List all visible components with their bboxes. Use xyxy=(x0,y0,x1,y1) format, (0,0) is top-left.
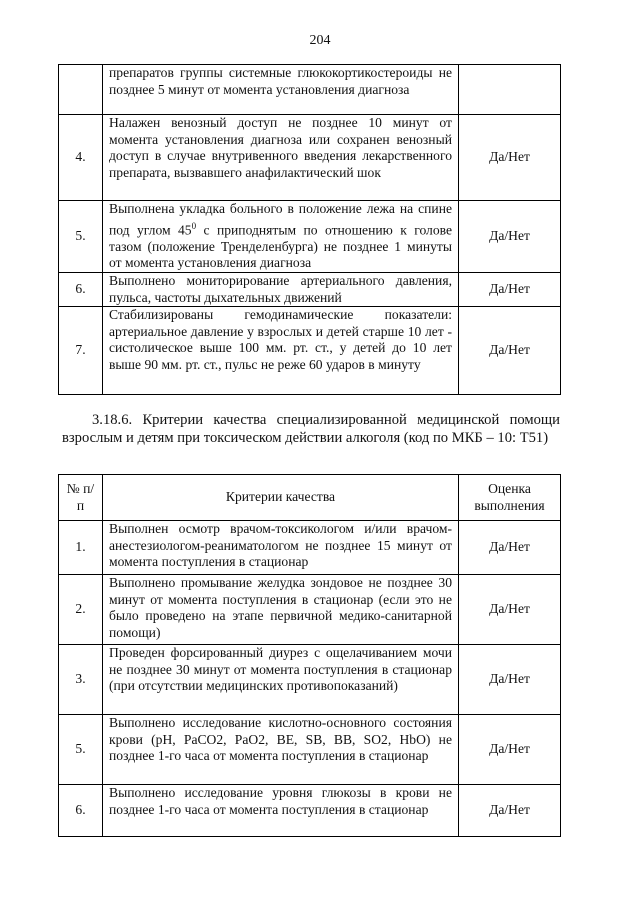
table-row xyxy=(59,272,561,306)
table-header-row xyxy=(59,475,561,521)
evaluation-value: Да/Нет xyxy=(459,715,561,785)
table-row xyxy=(59,575,561,645)
table-row xyxy=(59,785,561,837)
evaluation-value: Да/Нет xyxy=(459,307,561,395)
table-row xyxy=(59,715,561,785)
criteria-table-continued xyxy=(58,64,561,395)
evaluation-value: Да/Нет xyxy=(459,201,561,273)
evaluation-value xyxy=(459,65,561,115)
row-number: 5. xyxy=(59,201,103,273)
row-number: 3. xyxy=(59,645,103,715)
table-row xyxy=(59,521,561,575)
evaluation-value: Да/Нет xyxy=(459,115,561,201)
criterion-text: препаратов группы системные глюкокортикостероиды не позднее 5 минут от момента установления диагноза xyxy=(103,65,459,115)
criterion-text: Налажен венозный доступ не позднее 10 минут от момента установления диагноза или сохранен венозный доступ в случае внутривенного введения лекарственного препарата, вызвавшего анафилактический шок xyxy=(103,115,459,201)
criterion-text xyxy=(103,201,459,273)
row-number xyxy=(59,65,103,115)
table-row xyxy=(59,201,561,273)
table-row xyxy=(59,115,561,201)
evaluation-value: Да/Нет xyxy=(459,272,561,306)
row-number: 1. xyxy=(59,521,103,575)
criteria-table-alcohol xyxy=(58,474,561,837)
row-number: 7. xyxy=(59,307,103,395)
criterion-text-part: Выполнена укладка больного в положение лежа на спине под углом 45 xyxy=(109,201,452,238)
evaluation-value: Да/Нет xyxy=(459,575,561,645)
page-number: 204 xyxy=(309,33,331,48)
degree-superscript: 0 xyxy=(191,220,197,231)
criterion-text: Выполнено промывание желудка зондовое не позднее 30 минут от момента поступления в стационар (если это не было проведено на этапе первичной медико-санитарной помощи) xyxy=(103,575,459,645)
criterion-text: Стабилизированы гемодинамические показатели: артериальное давление у взрослых и детей старше 10 лет - систолическое выше 100 мм. рт. ст., у детей до 10 лет выше 90 мм. рт. ст., пульс не реже 60 ударов в минуту xyxy=(103,307,459,395)
criterion-text: Выполнен осмотр врачом-токсикологом и/или врачом-анестезиологом-реаниматологом не позднее 15 минут от момента поступления в стационар xyxy=(103,521,459,575)
table-row xyxy=(59,645,561,715)
header-number: № п/п xyxy=(59,475,103,521)
row-number: 6. xyxy=(59,272,103,306)
criterion-text: Выполнено исследование кислотно-основного состояния крови (рН, РаСО2, РаО2, ВЕ, SB, ВВ, SO2, НbО) не позднее 1-го часа от момента поступления в стационар xyxy=(103,715,459,785)
evaluation-value: Да/Нет xyxy=(459,785,561,837)
header-criteria: Критерии качества xyxy=(103,475,459,521)
evaluation-value: Да/Нет xyxy=(459,521,561,575)
row-number: 4. xyxy=(59,115,103,201)
header-evaluation: Оценка выполнения xyxy=(459,475,561,521)
section-heading: 3.18.6. Критерии качества специализированной медицинской помощи взрослым и детям при токсическом действии алкоголя (код по МКБ – 10: T51) xyxy=(62,412,560,446)
table-row xyxy=(59,307,561,395)
criterion-text: Выполнено исследование уровня глюкозы в крови не позднее 1-го часа от момента поступления в стационар xyxy=(103,785,459,837)
row-number: 5. xyxy=(59,715,103,785)
row-number: 6. xyxy=(59,785,103,837)
table-row xyxy=(59,65,561,115)
row-number: 2. xyxy=(59,575,103,645)
criterion-text-part: с приподнятым по отношению к голове тазом (положение Тренделенбурга) не позднее 1 минуты от момента установления диагноза xyxy=(109,222,453,271)
evaluation-value: Да/Нет xyxy=(459,645,561,715)
criterion-text: Выполнено мониторирование артериального давления, пульса, частоты дыхательных движений xyxy=(103,272,459,306)
criterion-text: Проведен форсированный диурез с ощелачиванием мочи не позднее 30 минут от момента поступления в стационар (при отсутствии медицинских противопоказаний) xyxy=(103,645,459,715)
